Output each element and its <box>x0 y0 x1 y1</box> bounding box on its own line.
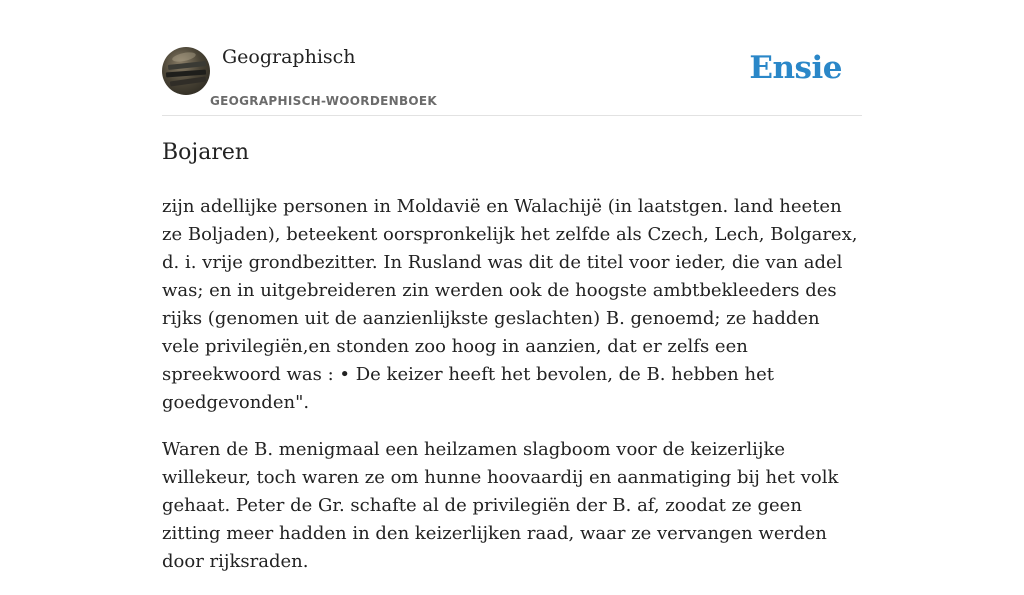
site-header <box>162 44 862 116</box>
brand-logo[interactable]: Ensie <box>749 50 842 86</box>
header-divider <box>162 115 862 116</box>
site-title[interactable]: Geographisch <box>222 46 356 68</box>
site-subtitle[interactable]: GEOGRAPHISCH-WOORDENBOEK <box>210 94 437 108</box>
entry-body <box>162 193 862 595</box>
avatar[interactable] <box>162 47 210 95</box>
entry-paragraph: Waren de B. menigmaal een heilzamen slagboom voor de keizerlijke willekeur, toch waren ze om hunne hoovaardij en aanmatiging bij het volk gehaat. Peter de Gr. schafte al de privilegiën der B. af, zoodat ze geen zitting meer hadden in den keizerlijken raad, waar ze vervangen werden door rijksraden. <box>162 439 839 572</box>
entry-title: Bojaren <box>162 140 250 165</box>
entry-paragraph: zijn adellijke personen in Moldavië en Walachijë (in laatstgen. land heeten ze Boljaden), beteekent oorspronkelijk het zelfde als Czech, Lech, Bolgarex, d. i. vrije grondbezitter. In Rusland was dit de titel voor ieder, die van adel was; en in uitgebreideren zin werden ook de hoogste ambtbekleeders des rijks (genomen uit de aanzienlijkste geslachten) B. genoemd; ze hadden vele privilegiën,en stonden zoo hoog in aanzien, dat er zelfs een spreekwoord was : • De keizer heeft het bevolen, de B. hebben het goedgevonden". <box>162 196 858 413</box>
book-icon <box>170 77 206 87</box>
book-icon <box>168 61 206 70</box>
